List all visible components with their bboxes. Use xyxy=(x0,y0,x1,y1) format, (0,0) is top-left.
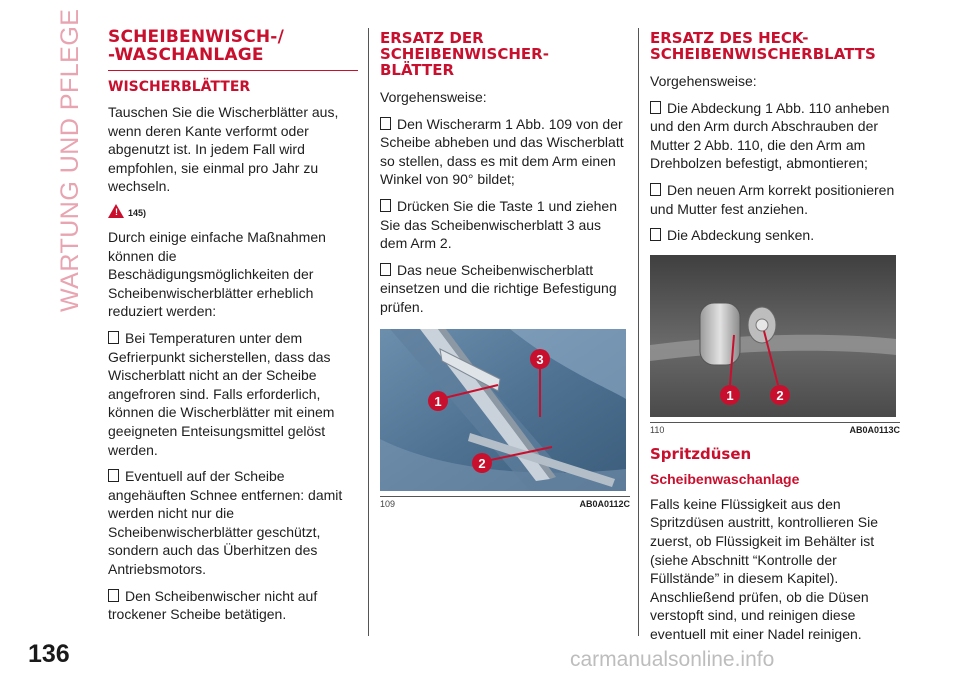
checkbox-bullet-icon xyxy=(108,589,119,602)
warning-note xyxy=(108,204,358,218)
figure-110 xyxy=(650,255,900,435)
bullet-text: Die Abdeckung senken. xyxy=(667,227,815,244)
bullet-item xyxy=(380,197,630,253)
heading-line: BLÄTTER xyxy=(380,61,455,79)
section-heading xyxy=(108,28,358,64)
callout-1: 1 xyxy=(726,387,734,403)
bullet-item xyxy=(380,115,630,189)
watermark: carmanualsonline.info xyxy=(570,648,775,671)
warning-icon: ! xyxy=(108,204,124,218)
paragraph: Durch einige einfache Maßnahmen können die Beschädigungsmöglichkeiten der Scheibenwischerblätter erheblich reduziert werden: xyxy=(108,228,326,320)
bullet-item xyxy=(108,587,358,624)
figure-number: 110 xyxy=(650,424,665,435)
checkbox-bullet-icon xyxy=(650,183,661,196)
wiper-arm-illustration xyxy=(380,329,626,491)
callout-2: 2 xyxy=(776,387,784,403)
column-divider xyxy=(638,28,639,636)
column-3 xyxy=(650,28,900,652)
checkbox-bullet-icon xyxy=(380,263,391,276)
rear-wiper-illustration xyxy=(650,255,896,417)
bullet-item xyxy=(650,226,900,245)
page-number: 136 xyxy=(28,640,70,668)
heading-line: -WASCHANLAGE xyxy=(108,45,264,65)
checkbox-bullet-icon xyxy=(108,331,119,344)
bullet-item xyxy=(108,467,358,579)
intro-text: Vorgehensweise: xyxy=(650,73,757,89)
figure-caption xyxy=(380,496,630,509)
callout-1: 1 xyxy=(434,393,442,409)
bullet-text: Den Scheibenwischer nicht auf trockener Scheibe betätigen. xyxy=(108,587,318,623)
figure-code: AB0A0112C xyxy=(579,498,630,509)
column-1 xyxy=(108,28,358,632)
heading-line: ERSATZ DES HECK- xyxy=(650,29,809,47)
chapter-side-title: WARTUNG UND PFLEGE xyxy=(56,8,84,312)
section-heading-wrap xyxy=(108,28,358,71)
bullet-text: Den Wischerarm 1 Abb. 109 von der Scheibe abheben und das Wischerblatt so stellen, dass es mit dem Arm einen Winkel von 90° bildet; xyxy=(380,115,624,188)
heading-line: SCHEIBENWISCH-/ xyxy=(108,27,284,47)
checkbox-bullet-icon xyxy=(108,469,119,482)
callout-2: 2 xyxy=(478,455,486,471)
heading-line: SCHEIBENWISCHERBLATTS xyxy=(650,45,876,63)
callout-3: 3 xyxy=(536,351,544,367)
figure-code: AB0A0113C xyxy=(849,424,900,435)
warning-ref: 145) xyxy=(128,207,147,218)
bullet-text: Das neue Scheibenwischerblatt einsetzen und die richtige Befestigung prüfen. xyxy=(380,261,617,315)
section-heading xyxy=(380,30,630,78)
bullet-text: Bei Temperaturen unter dem Gefrierpunkt sicherstellen, dass das Wischerblatt nicht an der Scheibe angefroren sind. Falls erforderlich, können die Wischerblätter mit einem geeigneten Enteisungsmittel gelöst werden. xyxy=(108,329,335,458)
bullet-text: Die Abdeckung 1 Abb. 110 anheben und den Arm durch Abschrauben der Mutter 2 Abb. 110, die den Arm am Drehbolzen befestigt, abmontieren; xyxy=(650,99,890,172)
heading-line: ERSATZ DER xyxy=(380,29,484,47)
bullet-item xyxy=(650,99,900,173)
heading-line: SCHEIBENWISCHER- xyxy=(380,45,549,63)
figure-number: 109 xyxy=(380,498,396,509)
checkbox-bullet-icon xyxy=(650,228,661,241)
paragraph: Falls keine Flüssigkeit aus den Spritzdüsen austritt, kontrollieren Sie zuerst, ob Flüssigkeit im Behälter ist (siehe Abschnitt “Kontrolle der Füllstände” in diesem Kapitel). Anschließend prüfen, ob die Düsen verstopft sind, und reinigen diese eventuell mit einer Nadel reinigen. xyxy=(650,495,878,642)
figure-caption xyxy=(650,422,900,435)
bullet-text: Den neuen Arm korrekt positionieren und Mutter fest anziehen. xyxy=(650,181,895,217)
subheading: WISCHERBLÄTTER xyxy=(108,79,251,95)
section-heading xyxy=(650,30,900,62)
bullet-text: Eventuell auf der Scheibe angehäuften Schnee entfernen: damit werden nicht nur die Scheibenwischerblätter geschützt, sondern auch das Überhitzen des Antriebsmotors. xyxy=(108,468,343,578)
paragraph: Tauschen Sie die Wischerblätter aus, wenn deren Kante verformt oder abgenutzt ist. In jedem Fall wird empfohlen, sie einmal pro Jahr zu wechseln. xyxy=(108,104,339,195)
bullet-item xyxy=(650,181,900,218)
checkbox-bullet-icon xyxy=(650,101,661,114)
checkbox-bullet-icon xyxy=(380,117,391,130)
column-2 xyxy=(380,28,630,513)
bullet-item xyxy=(380,261,630,317)
bullet-text: Drücken Sie die Taste 1 und ziehen Sie das Scheibenwischerblatt 3 aus dem Arm 2. xyxy=(380,197,617,252)
checkbox-bullet-icon xyxy=(380,199,391,212)
section-title: Spritzdüsen xyxy=(650,444,752,463)
bullet-item xyxy=(108,329,358,459)
figure-109 xyxy=(380,329,630,509)
intro-text: Vorgehensweise: xyxy=(380,89,487,105)
column-divider xyxy=(368,28,369,636)
section-subtitle: Scheibenwaschanlage xyxy=(650,470,800,487)
